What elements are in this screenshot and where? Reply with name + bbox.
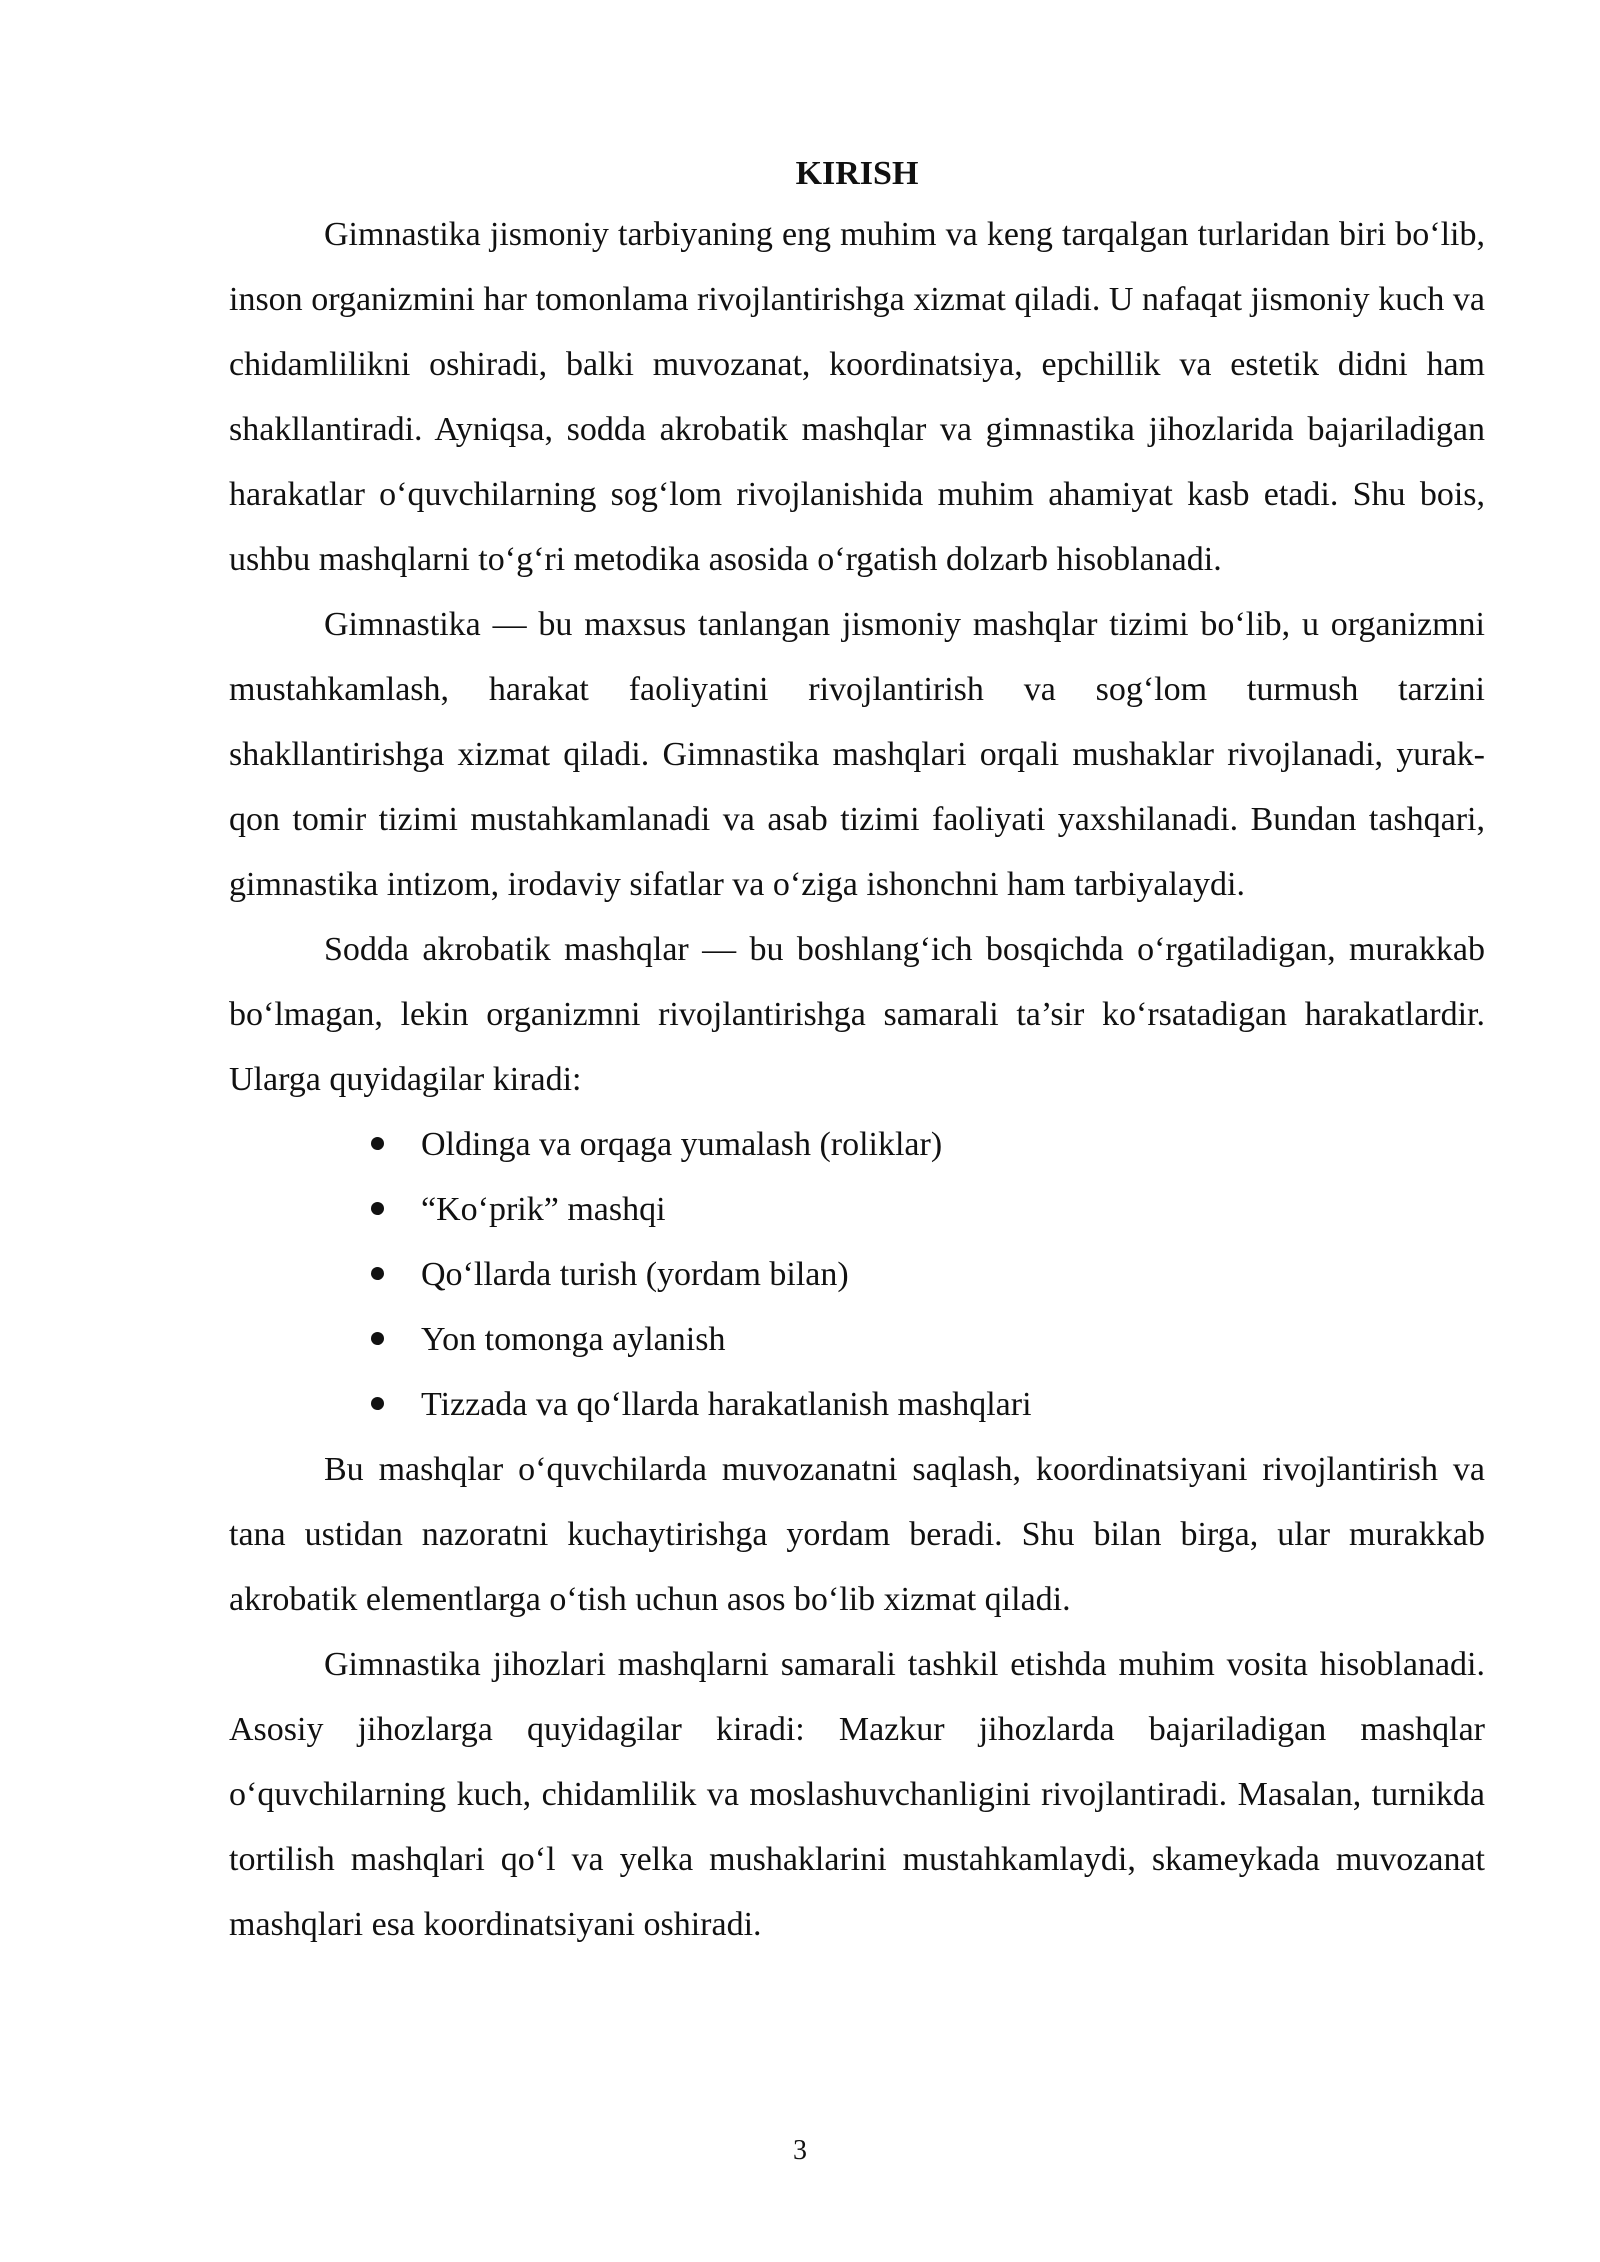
list-item-text: Qo‘llarda turish (yordam bilan)	[421, 1256, 849, 1293]
bullet-icon	[371, 1332, 384, 1345]
bullet-icon	[371, 1267, 384, 1280]
paragraph: Gimnastika — bu maxsus tanlangan jismoniy mashqlar tizimi bo‘lib, u organizmni mustahkamlash, harakat faoliyatini rivojlantirish va sog‘lom turmush tarzini shakllantirishga xizmat qiladi. Gimnastika mashqlari orqali mushaklar rivojlanadi, yurak-qon tomir tizimi mustahkamlanadi va asab tizimi faoliyati yaxshilanadi. Bundan tashqari, gimnastika intizom, irodaviy sifatlar va o‘ziga ishonchni ham tarbiyalaydi.	[229, 606, 1485, 903]
paragraph: Gimnastika jihozlari mashqlarni samarali tashkil etishda muhim vosita hisoblanadi. Asosiy jihozlarga quyidagilar kiradi: Mazkur jihozlarda bajariladigan mashqlar o‘quvchilarning kuch, chidamlilik va moslashuvchanligini rivojlantiradi. Masalan, turnikda tortilish mashqlari qo‘l va yelka mushaklarini mustahkamlaydi, skameykada muvozanat mashqlari esa koordinatsiyani oshiradi.	[229, 1646, 1485, 1943]
section-title: KIRISH	[795, 155, 919, 192]
page-number: 3	[793, 2135, 807, 2166]
list-item	[421, 1372, 1485, 1437]
list-item	[421, 1307, 1485, 1372]
bullet-icon	[371, 1137, 384, 1150]
list-item	[421, 1242, 1485, 1307]
list-item	[421, 1112, 1485, 1177]
bullet-icon	[371, 1397, 384, 1410]
list-item-text: Oldinga va orqaga yumalash (roliklar)	[421, 1126, 943, 1163]
list-item-text: “Ko‘prik” mashqi	[421, 1191, 666, 1228]
list-item-text: Tizzada va qo‘llarda harakatlanish mashqlari	[421, 1386, 1032, 1423]
paragraph: Sodda akrobatik mashqlar — bu boshlang‘ich bosqichda o‘rgatiladigan, murakkab bo‘lmagan, lekin organizmni rivojlantirishga samarali ta’sir ko‘rsatadigan harakatlardir. Ularga quyidagilar kiradi:	[229, 931, 1485, 1098]
bullet-list	[229, 1112, 1485, 1437]
page-body	[229, 146, 1485, 1957]
list-item-text: Yon tomonga aylanish	[421, 1321, 726, 1358]
bullet-icon	[371, 1202, 384, 1215]
paragraph: Bu mashqlar o‘quvchilarda muvozanatni saqlash, koordinatsiyani rivojlantirish va tana ustidan nazoratni kuchaytirishga yordam beradi. Shu bilan birga, ular murakkab akrobatik elementlarga o‘tish uchun asos bo‘lib xizmat qiladi.	[229, 1451, 1485, 1618]
list-item	[421, 1177, 1485, 1242]
paragraph: Gimnastika jismoniy tarbiyaning eng muhim va keng tarqalgan turlaridan biri bo‘lib, inson organizmini har tomonlama rivojlantirishga xizmat qiladi. U nafaqat jismoniy kuch va chidamlilikni oshiradi, balki muvozanat, koordinatsiya, epchillik va estetik didni ham shakllantiradi. Ayniqsa, sodda akrobatik mashqlar va gimnastika jihozlarida bajariladigan harakatlar o‘quvchilarning sog‘lom rivojlanishida muhim ahamiyat kasb etadi. Shu bois, ushbu mashqlarni to‘g‘ri metodika asosida o‘rgatish dolzarb hisoblanadi.	[229, 216, 1485, 578]
